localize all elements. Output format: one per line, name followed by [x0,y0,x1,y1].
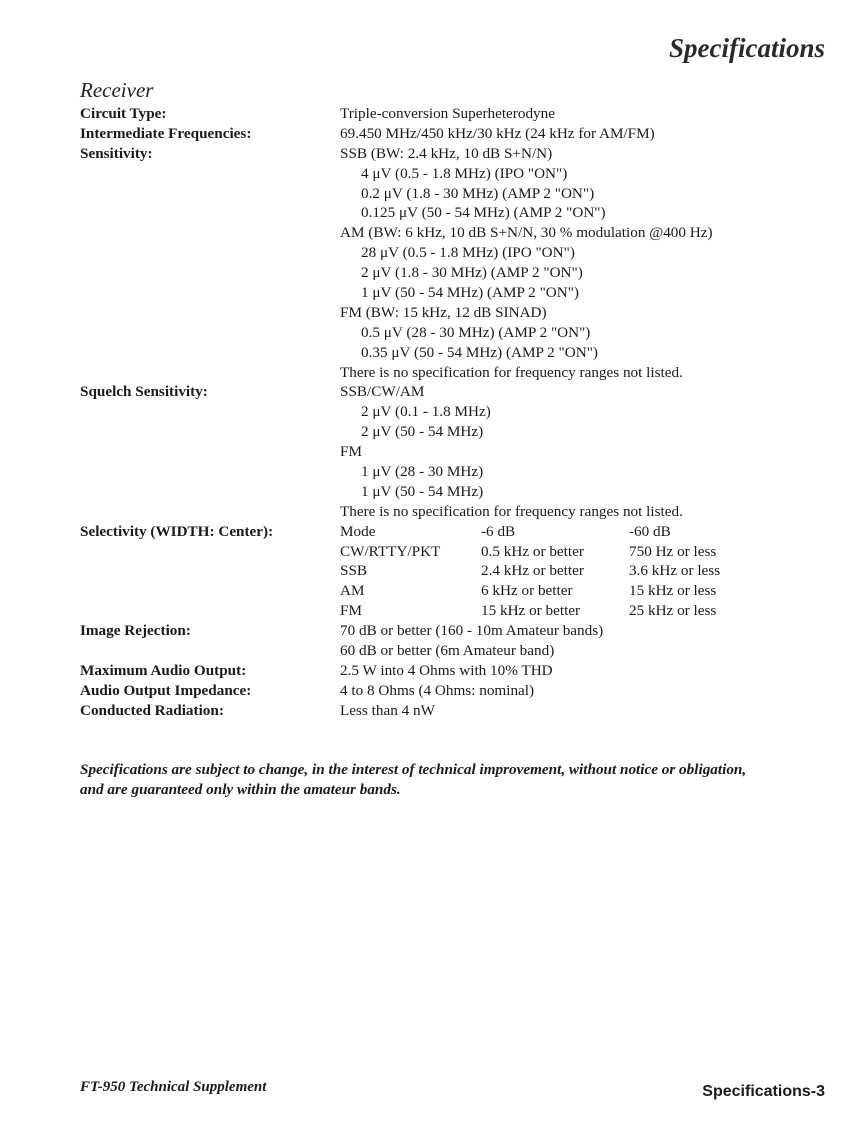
spec-row [80,303,840,323]
spec-value: 60 dB or better (6m Amateur band) [340,642,555,660]
spec-label: Circuit Type: [80,105,167,122]
disclaimer-line: Specifications are subject to change, in the interest of technical improvement, without notice or obligation, [80,761,747,778]
spec-value: Triple-conversion Superheterodyne [340,105,555,122]
spec-value: 1 μV (50 - 54 MHz) [361,482,484,500]
spec-row [80,144,840,164]
footer-page-number: Specifications-3 [702,1083,825,1100]
spec-value: FM (BW: 15 kHz, 12 dB SINAD) [340,303,547,321]
table-cell: 750 Hz or less [629,542,717,560]
spec-value: 28 μV (0.5 - 1.8 MHz) (IPO "ON") [361,244,575,262]
spec-row [80,223,840,243]
spec-row [80,184,840,204]
spec-row [80,442,840,462]
spec-row [80,661,840,681]
spec-value: 2 μV (0.1 - 1.8 MHz) [361,403,491,421]
spec-row [80,402,840,422]
spec-value: There is no specification for frequency ranges not listed. [340,502,683,520]
spec-value: 1 μV (28 - 30 MHz) [361,463,484,481]
spec-row [80,283,840,303]
spec-row [80,323,840,343]
spec-value: There is no specification for frequency ranges not listed. [340,363,683,381]
spec-value: 4 to 8 Ohms (4 Ohms: nominal) [340,681,535,699]
spec-value: SSB/CW/AM [340,383,425,401]
section-title-receiver: Receiver [80,78,154,102]
table-cell: 25 kHz or less [629,602,717,620]
spec-value: 2 μV (1.8 - 30 MHz) (AMP 2 "ON") [361,264,583,282]
selectivity-table-row [80,561,840,581]
table-cell: AM [340,582,365,600]
disclaimer-line: and are guaranteed only within the amateur bands. [80,780,401,798]
spec-value: AM (BW: 6 kHz, 10 dB S+N/N, 30 % modulation @400 Hz) [340,224,713,242]
spec-label: Audio Output Impedance: [80,681,252,699]
spec-label: Intermediate Frequencies: [80,124,252,142]
table-cell: FM [340,602,362,620]
spec-label: Conducted Radiation: [80,701,224,719]
table-cell: SSB [340,562,368,580]
spec-value: 0.2 μV (1.8 - 30 MHz) (AMP 2 "ON") [361,184,595,202]
table-cell: CW/RTTY/PKT [340,542,441,560]
spec-label: Maximum Audio Output: [80,661,247,679]
spec-value: 0.5 μV (28 - 30 MHz) (AMP 2 "ON") [361,323,591,341]
table-cell: 15 kHz or less [629,582,717,600]
spec-row [80,482,840,502]
spec-row [80,164,840,184]
table-cell: 2.4 kHz or better [481,562,584,580]
spec-row [80,641,840,661]
spec-value: 1 μV (50 - 54 MHz) (AMP 2 "ON") [361,284,579,302]
spec-row [80,681,840,701]
spec-value: 2.5 W into 4 Ohms with 10% THD [340,661,553,679]
spec-label: Image Rejection: [80,622,191,640]
spec-value: SSB (BW: 2.4 kHz, 10 dB S+N/N) [340,144,553,162]
spec-value: 70 dB or better (160 - 10m Amateur bands) [340,622,604,640]
footer-document-name: FT-950 Technical Supplement [80,1079,267,1095]
spec-value: 2 μV (50 - 54 MHz) [361,423,484,441]
spec-label: Sensitivity: [80,144,153,162]
page-title: Specifications [669,33,825,63]
spec-row [80,701,840,721]
spec-row [80,203,840,223]
selectivity-table-row [80,581,840,601]
table-cell: 6 kHz or better [481,582,573,600]
spec-value: 4 μV (0.5 - 1.8 MHz) (IPO "ON") [361,164,568,182]
disclaimer-note [80,760,840,799]
spec-value: Less than 4 nW [340,701,435,719]
selectivity-table-row [80,522,840,542]
table-cell: 15 kHz or better [481,602,581,620]
table-cell: Mode [340,522,376,540]
spec-row [80,263,840,283]
spec-row [80,104,840,124]
spec-row [80,363,840,383]
table-cell: 0.5 kHz or better [481,542,584,560]
selectivity-table-row [80,542,840,562]
spec-label: Squelch Sensitivity: [80,383,208,401]
spec-row [80,502,840,522]
spec-row [80,422,840,442]
spec-label: Selectivity (WIDTH: Center): [80,522,274,540]
spec-row [80,462,840,482]
table-cell: 3.6 kHz or less [629,562,721,580]
spec-list [80,104,840,721]
spec-row [80,621,840,641]
spec-value: 69.450 MHz/450 kHz/30 kHz (24 kHz for AM/FM) [340,124,655,142]
spec-row [80,124,840,144]
spec-row [80,343,840,363]
table-cell: -60 dB [629,522,671,540]
spec-row [80,382,840,402]
spec-value: 0.125 μV (50 - 54 MHz) (AMP 2 "ON") [361,204,606,222]
spec-row [80,243,840,263]
selectivity-table-row [80,601,840,621]
table-cell: -6 dB [481,522,516,540]
spec-value: FM [340,443,362,461]
spec-value: 0.35 μV (50 - 54 MHz) (AMP 2 "ON") [361,343,598,361]
